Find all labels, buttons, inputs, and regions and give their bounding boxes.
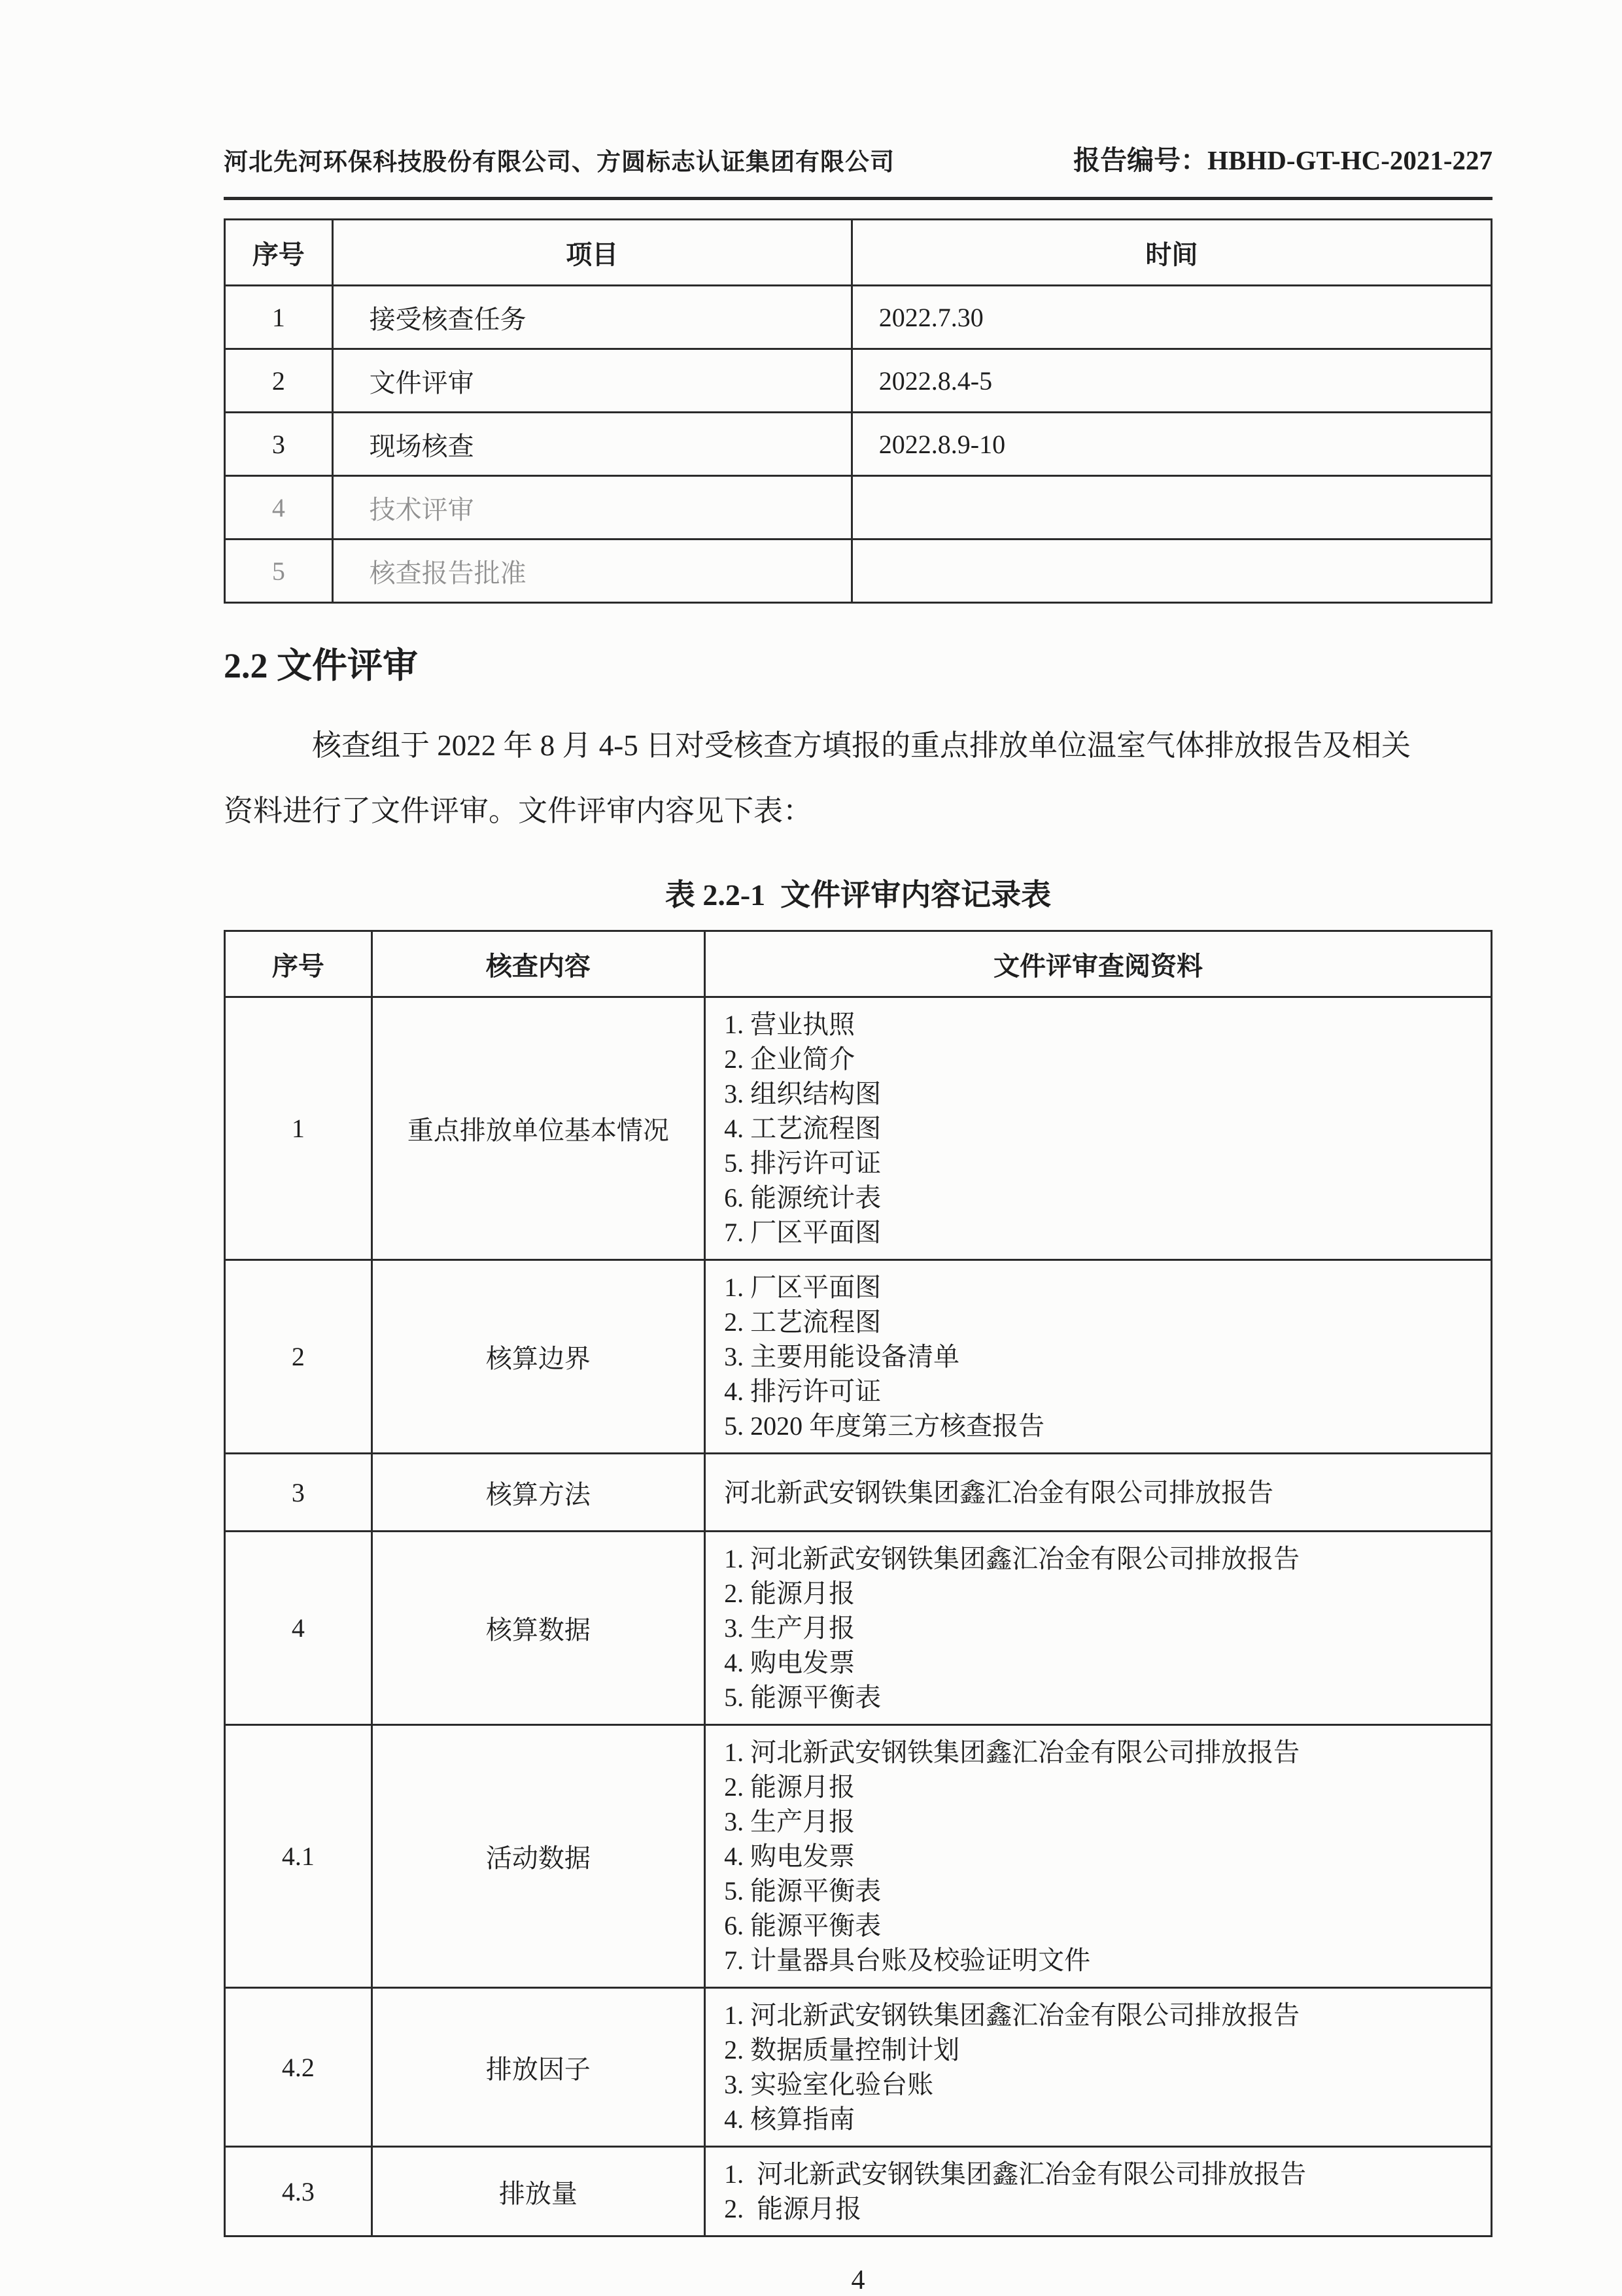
row-item: 接受核查任务	[332, 286, 852, 349]
row-time	[852, 476, 1491, 540]
report-number-label: 报告编号：	[1073, 145, 1208, 175]
table-row	[225, 349, 1492, 413]
table-row	[225, 476, 1492, 540]
row-content: 活动数据	[371, 1725, 704, 1988]
table-row	[225, 1532, 1492, 1725]
column-header-docs: 文件评审查阅资料	[705, 931, 1492, 997]
material-item: 5. 排污许可证	[724, 1148, 882, 1178]
page-header	[224, 0, 1493, 200]
header-company-names: 河北先河环保科技股份有限公司、方圆标志认证集团有限公司	[224, 149, 895, 176]
row-content: 核算方法	[371, 1454, 704, 1532]
row-item: 核查报告批准	[332, 540, 852, 603]
section-heading: 2.2 文件评审	[224, 646, 418, 685]
table-row	[225, 540, 1492, 603]
row-time: 2022.7.30	[852, 286, 1491, 349]
column-header-item: 项目	[332, 220, 852, 286]
row-no: 2	[225, 1260, 372, 1454]
material-item: 4. 排污许可证	[724, 1377, 882, 1406]
row-no: 4.2	[225, 1988, 372, 2147]
row-no: 4	[225, 1532, 372, 1725]
row-materials	[705, 1454, 1492, 1532]
row-no: 3	[225, 1454, 372, 1532]
material-item: 6. 能源统计表	[724, 1183, 882, 1212]
material-item: 7. 厂区平面图	[724, 1218, 882, 1247]
row-time: 2022.8.9-10	[852, 413, 1491, 476]
table-row	[225, 286, 1492, 349]
row-materials	[705, 2147, 1492, 2236]
report-number-value: HBHD-GT-HC-2021-227	[1207, 145, 1493, 175]
material-item: 2. 工艺流程图	[724, 1307, 882, 1337]
row-no: 3	[225, 413, 333, 476]
row-materials	[705, 1532, 1492, 1725]
row-no: 4	[225, 476, 333, 540]
row-content: 核算边界	[371, 1260, 704, 1454]
table-row	[225, 1725, 1492, 1988]
table-header-row	[225, 931, 1492, 997]
material-item: 3. 生产月报	[724, 1613, 855, 1643]
material-item: 4. 购电发票	[724, 1648, 855, 1677]
material-item: 2. 能源月报	[724, 1772, 855, 1802]
row-materials	[705, 1988, 1492, 2147]
material-item: 3. 主要用能设备清单	[724, 1342, 960, 1371]
table-row	[225, 413, 1492, 476]
material-item: 河北新武安钢铁集团鑫汇冶金有限公司排放报告	[724, 1477, 1274, 1507]
material-item: 5. 能源平衡表	[724, 1683, 882, 1712]
row-item: 现场核查	[332, 413, 852, 476]
material-item: 1. 营业执照	[724, 1010, 855, 1039]
row-content: 重点排放单位基本情况	[371, 997, 704, 1260]
row-materials	[705, 1260, 1492, 1454]
row-materials	[705, 997, 1492, 1260]
row-no: 5	[225, 540, 333, 603]
row-item: 技术评审	[332, 476, 852, 540]
material-item: 1. 河北新武安钢铁集团鑫汇冶金有限公司排放报告	[724, 2000, 1300, 2030]
column-header-no: 序号	[225, 220, 333, 286]
table-row	[225, 1260, 1492, 1454]
document-page	[224, 0, 1493, 2296]
material-item: 2. 数据质量控制计划	[724, 2035, 960, 2065]
material-item: 1. 河北新武安钢铁集团鑫汇冶金有限公司排放报告	[724, 1544, 1300, 1573]
row-no: 2	[225, 349, 333, 413]
row-no: 4.1	[225, 1725, 372, 1988]
row-no: 1	[225, 997, 372, 1260]
material-item: 1. 河北新武安钢铁集团鑫汇冶金有限公司排放报告	[724, 2159, 1307, 2189]
material-item: 1. 河北新武安钢铁集团鑫汇冶金有限公司排放报告	[724, 1738, 1300, 1767]
material-item: 5. 2020 年度第三方核查报告	[724, 1411, 1045, 1441]
material-item: 3. 组织结构图	[724, 1079, 882, 1108]
material-item: 4. 工艺流程图	[724, 1114, 882, 1143]
row-time: 2022.8.4-5	[852, 349, 1491, 413]
material-item: 2. 能源月报	[724, 1579, 855, 1608]
header-report-number	[1073, 139, 1493, 177]
row-item: 文件评审	[332, 349, 852, 413]
paragraph-line: 核查组于 2022 年 8 月 4-5 日对受核查方填报的重点排放单位温室气体排放报告及相关	[312, 729, 1411, 762]
row-no: 1	[225, 286, 333, 349]
verification-schedule-table	[224, 218, 1493, 604]
row-content: 排放因子	[371, 1988, 704, 2147]
table-header-row	[225, 220, 1492, 286]
document-review-table	[224, 930, 1493, 2237]
table-row	[225, 1988, 1492, 2147]
material-item: 7. 计量器具台账及校验证明文件	[724, 1945, 1091, 1975]
material-item: 3. 生产月报	[724, 1807, 855, 1836]
row-no: 4.3	[225, 2147, 372, 2236]
material-item: 1. 厂区平面图	[724, 1273, 882, 1302]
column-header-time: 时间	[852, 220, 1491, 286]
material-item: 2. 企业简介	[724, 1044, 855, 1074]
page-number: 4	[851, 2265, 865, 2295]
table-row	[225, 2147, 1492, 2236]
table-row	[225, 1454, 1492, 1532]
paragraph-line: 资料进行了文件评审。文件评审内容见下表：	[224, 795, 813, 827]
row-materials	[705, 1725, 1492, 1988]
column-header-no: 序号	[225, 931, 372, 997]
material-item: 4. 核算指南	[724, 2104, 855, 2134]
section-paragraph	[224, 713, 1493, 844]
column-header-content: 核查内容	[371, 931, 704, 997]
material-item: 3. 实验室化验台账	[724, 2070, 934, 2099]
material-item: 6. 能源平衡表	[724, 1911, 882, 1940]
row-content: 排放量	[371, 2147, 704, 2236]
row-content: 核算数据	[371, 1532, 704, 1725]
material-item: 4. 购电发票	[724, 1842, 855, 1871]
table-caption: 表 2.2-1 文件评审内容记录表	[664, 878, 1052, 912]
material-item: 2. 能源月报	[724, 2194, 862, 2223]
row-time	[852, 540, 1491, 603]
table-row	[225, 997, 1492, 1260]
material-item: 5. 能源平衡表	[724, 1876, 882, 1906]
